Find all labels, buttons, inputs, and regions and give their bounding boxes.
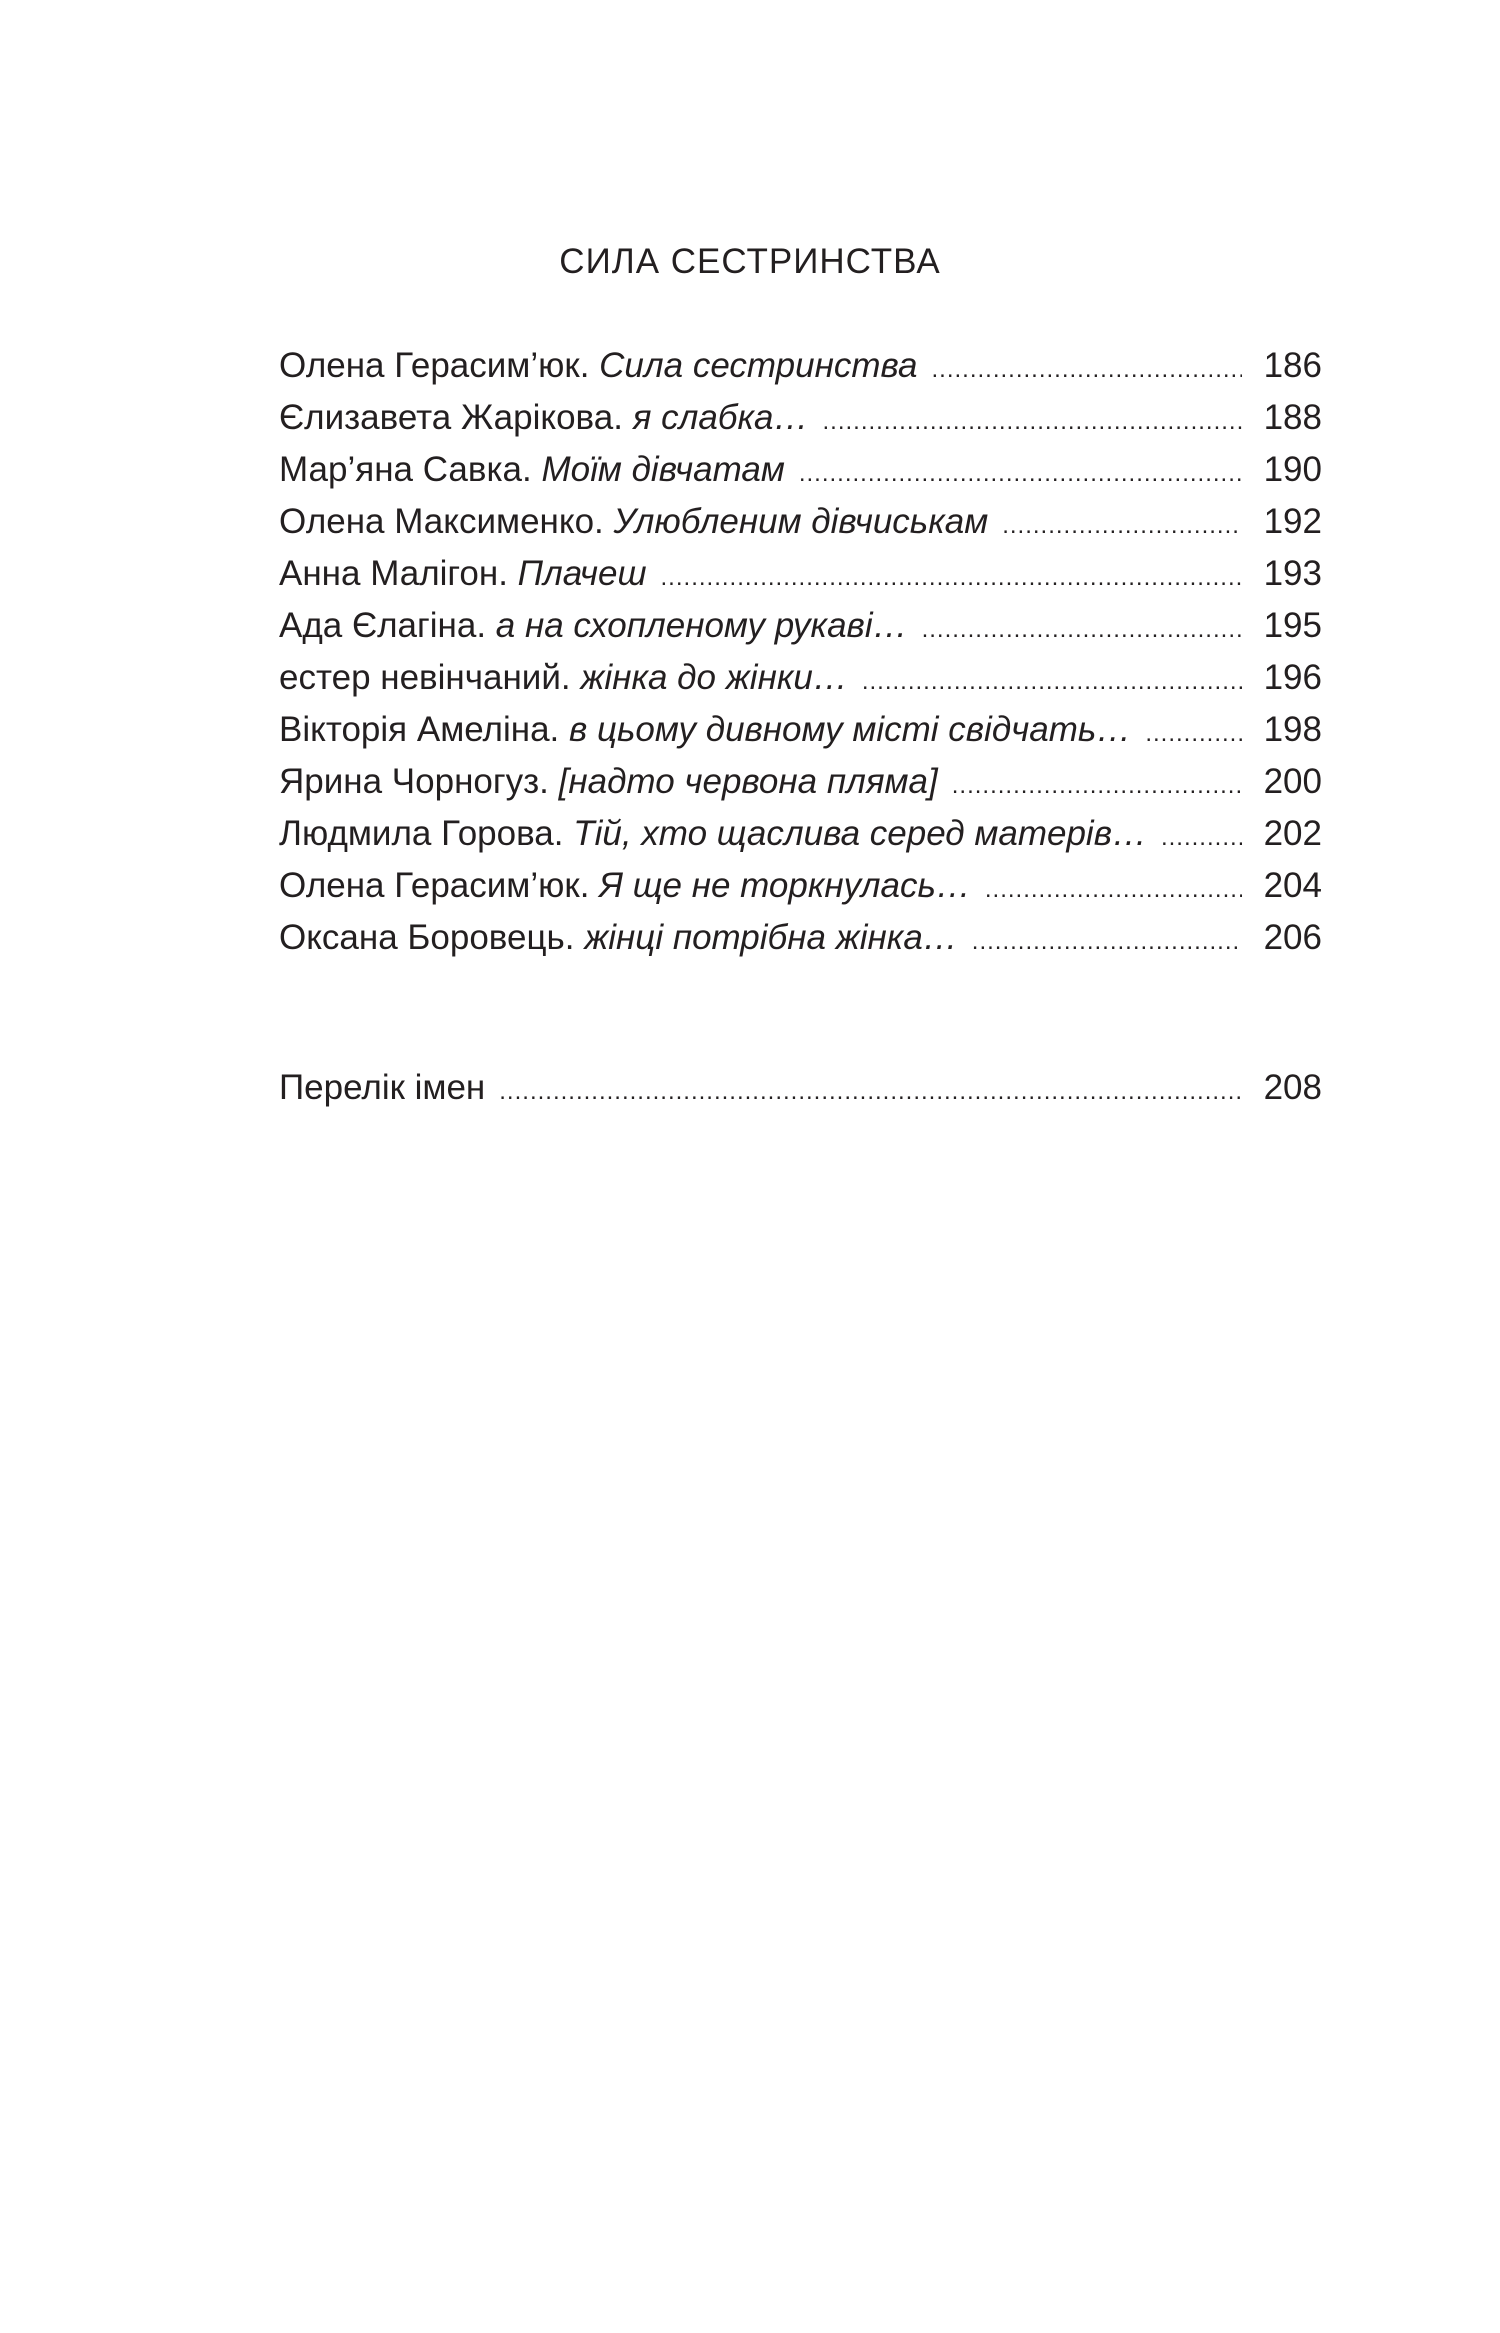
toc-entry-index-of-names xyxy=(279,1062,1322,1114)
dot-leader xyxy=(799,448,1242,500)
dot-leader xyxy=(1002,500,1242,552)
toc-entry-page: 200 xyxy=(1263,762,1322,801)
toc-entry-author: Олена Герасим’юк. xyxy=(279,866,590,905)
toc-entry-title: [надто червона пляма] xyxy=(558,762,938,801)
index-of-names-section xyxy=(279,1062,1322,1114)
dot-leader xyxy=(972,916,1242,968)
toc-entry-author: Ада Єлагіна. xyxy=(279,606,487,645)
toc-entry xyxy=(279,340,1322,392)
toc-entry-page: 198 xyxy=(1263,710,1322,749)
toc-entry-page: 190 xyxy=(1263,450,1322,489)
toc-entry-page: 206 xyxy=(1263,918,1322,957)
toc-entry-author: Людмила Горова. xyxy=(279,814,564,853)
toc-entry-label: Перелік імен xyxy=(279,1068,486,1107)
table-of-contents xyxy=(279,340,1322,964)
toc-entry-page: 186 xyxy=(1263,346,1322,385)
toc-entry-page: 193 xyxy=(1263,554,1322,593)
dot-leader xyxy=(931,344,1242,396)
toc-entry-title: Я ще не торкнулась… xyxy=(599,866,971,905)
toc-entry-author: Олена Герасим’юк. xyxy=(279,346,590,385)
toc-entry-page: 188 xyxy=(1263,398,1322,437)
toc-entry-title: а на схопленому рукаві… xyxy=(495,606,908,645)
toc-entry-author: Ярина Чорногуз. xyxy=(279,762,549,801)
toc-entry-title: жінка до жінки… xyxy=(580,658,848,697)
toc-entry-author: Мар’яна Савка. xyxy=(279,450,532,489)
toc-entry-title: Моїм дівчатам xyxy=(541,450,785,489)
toc-entry-title: Улюбленим дівчиськам xyxy=(613,502,989,541)
dot-leader xyxy=(952,760,1242,812)
toc-entry-page: 192 xyxy=(1263,502,1322,541)
dot-leader xyxy=(499,1066,1242,1118)
toc-entry xyxy=(279,444,1322,496)
toc-entry xyxy=(279,808,1322,860)
toc-entry-page: 195 xyxy=(1263,606,1322,645)
toc-entry xyxy=(279,652,1322,704)
toc-entry-author: Єлизавета Жарікова. xyxy=(279,398,623,437)
toc-entry-page: 208 xyxy=(1263,1068,1322,1107)
toc-entry xyxy=(279,548,1322,600)
toc-entry-author: Оксана Боровець. xyxy=(279,918,575,957)
toc-entry xyxy=(279,600,1322,652)
dot-leader xyxy=(985,864,1242,916)
toc-entry-author: Анна Малігон. xyxy=(279,554,508,593)
toc-entry xyxy=(279,496,1322,548)
dot-leader xyxy=(862,656,1242,708)
toc-entry-author: Олена Максименко. xyxy=(279,502,604,541)
toc-entry-title: жінці потрібна жінка… xyxy=(584,918,958,957)
toc-entry xyxy=(279,912,1322,964)
toc-entry-title: Тій, хто щаслива серед матерів… xyxy=(573,814,1147,853)
dot-leader xyxy=(823,396,1243,448)
toc-entry xyxy=(279,704,1322,756)
toc-entry-page: 196 xyxy=(1263,658,1322,697)
toc-entry-page: 202 xyxy=(1263,814,1322,853)
section-title: СИЛА СЕСТРИНСТВА xyxy=(559,242,941,281)
dot-leader xyxy=(1145,708,1242,760)
toc-entry xyxy=(279,392,1322,444)
toc-entry-author: Вікторія Амеліна. xyxy=(279,710,560,749)
toc-entry-title: Сила сестринства xyxy=(599,346,918,385)
toc-entry-title: в цьому дивному місті свідчать… xyxy=(569,710,1132,749)
dot-leader xyxy=(1161,812,1242,864)
toc-entry-title: я слабка… xyxy=(632,398,809,437)
toc-entry-page: 204 xyxy=(1263,866,1322,905)
toc-entry xyxy=(279,756,1322,808)
toc-entry-title: Плачеш xyxy=(517,554,647,593)
toc-entry xyxy=(279,860,1322,912)
dot-leader xyxy=(922,604,1242,656)
toc-entry-author: естер невінчаний. xyxy=(279,658,571,697)
dot-leader xyxy=(661,552,1242,604)
